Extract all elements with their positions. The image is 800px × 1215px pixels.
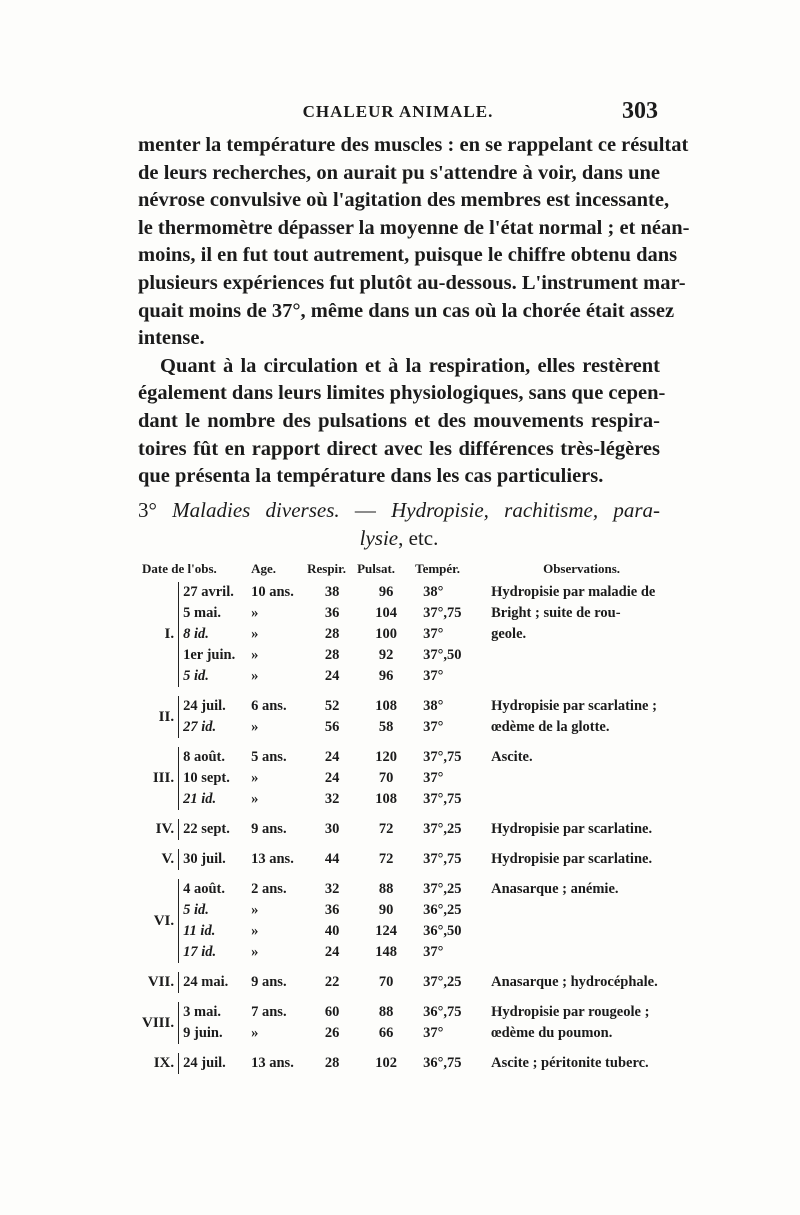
cell-pulsation: 124 [375, 923, 397, 939]
column-header: Tempér. [415, 561, 461, 576]
cell-temperature: 37° [423, 668, 444, 684]
text-line: Quant à la circulation et à la respiration, elles restèrent [160, 354, 660, 377]
cell-observation: Hydropisie par maladie de [491, 584, 656, 600]
cell-pulsation: 70 [378, 974, 394, 990]
text-line: de leurs recherches, on aurait pu s'attendre à voir, dans une [138, 161, 660, 184]
section-number: 3° [138, 498, 157, 522]
cell-respiration: 24 [324, 668, 340, 684]
cell-pulsation: 66 [378, 1025, 394, 1041]
cell-pulsation: 88 [378, 881, 394, 897]
cell-age: 9 ans. [251, 974, 287, 990]
cell-observation [491, 768, 672, 789]
cell-respiration: 24 [324, 944, 340, 960]
text-line: le thermomètre dépasser la moyenne de l'état normal ; et néan- [138, 216, 690, 239]
cell-pulsation: 88 [378, 1004, 394, 1020]
cell-date: 27 id. [179, 717, 252, 738]
group-spacer [142, 963, 672, 972]
table-row [142, 819, 672, 840]
running-title: CHALEUR ANIMALE. [302, 102, 494, 121]
section-title-part: Maladies diverses. [172, 498, 340, 522]
cell-respiration: 36 [324, 605, 340, 621]
cell-age: » [251, 902, 259, 918]
group-label: V. [161, 851, 175, 867]
cell-observation [491, 789, 672, 810]
cell-date: 5 id. [179, 900, 252, 921]
cell-age: 6 ans. [251, 698, 287, 714]
cell-temperature: 38° [423, 698, 444, 714]
cell-temperature: 36°,75 [423, 1004, 462, 1020]
section-heading-line-1 [138, 496, 660, 524]
cell-observation: œdème de la glotte. [491, 719, 610, 735]
group-spacer [142, 840, 672, 849]
page-number: 303 [622, 98, 658, 124]
table-row [142, 582, 672, 603]
cell-temperature: 37°,75 [423, 749, 462, 765]
table-row [142, 1053, 672, 1074]
cell-respiration: 28 [324, 626, 340, 642]
cell-date: 1er juin. [179, 645, 252, 666]
cell-age: » [251, 605, 259, 621]
cell-temperature: 37° [423, 1025, 444, 1041]
cell-age: » [251, 944, 259, 960]
group-label: III. [152, 770, 175, 786]
cell-respiration: 32 [324, 791, 340, 807]
group-label: VI. [153, 912, 175, 929]
text-line: intense. [138, 327, 205, 350]
section-heading-line-2 [138, 524, 660, 552]
cell-age: » [251, 923, 259, 939]
cell-date: 3 mai. [179, 1002, 252, 1023]
cell-date: 8 id. [179, 624, 252, 645]
group-label: II. [158, 708, 175, 725]
cell-temperature: 37° [423, 719, 444, 735]
table-body [142, 582, 672, 1074]
cell-pulsation: 72 [378, 821, 394, 837]
cell-respiration: 28 [324, 1055, 340, 1071]
table-row [142, 747, 672, 768]
table-row [142, 1002, 672, 1023]
cell-respiration: 24 [324, 770, 340, 786]
cell-date: 5 id. [179, 666, 252, 687]
cell-age: » [251, 1025, 259, 1041]
cell-respiration: 40 [324, 923, 340, 939]
group-label: VIII. [142, 1014, 175, 1031]
cell-observation: Hydropisie par scarlatine. [491, 851, 653, 867]
cell-pulsation: 108 [375, 791, 397, 807]
text-line: menter la température des muscles : en se rappelant ce résultat [138, 134, 689, 156]
cell-age: 7 ans. [251, 1004, 287, 1020]
cell-age: 9 ans. [251, 821, 287, 837]
cell-temperature: 37°,25 [423, 974, 462, 990]
cell-pulsation: 90 [378, 902, 394, 918]
table-row [142, 603, 672, 624]
table-row [142, 666, 672, 687]
text-line: névrose convulsive où l'agitation des membres est incessante, [138, 189, 670, 212]
cell-temperature: 37° [423, 626, 444, 642]
cell-age: » [251, 647, 259, 663]
cell-observation: Hydropisie par scarlatine ; [491, 698, 657, 714]
text-line: également dans leurs limites physiologiques, sans que cepen- [138, 382, 666, 405]
cell-date: 17 id. [179, 942, 252, 963]
cell-respiration: 30 [324, 821, 340, 837]
table-row [142, 879, 672, 900]
cell-date: 24 juil. [179, 1053, 252, 1074]
cell-respiration: 36 [324, 902, 340, 918]
cell-date: 21 id. [179, 789, 252, 810]
column-header: Date de l'obs. [142, 561, 217, 576]
table-row [142, 1023, 672, 1044]
cell-age: » [251, 791, 259, 807]
table-row [142, 768, 672, 789]
observations-table [142, 561, 672, 1074]
table-row [142, 972, 672, 993]
text-line: plusieurs expériences fut plutôt au-dessous. L'instrument mar- [138, 271, 686, 294]
cell-temperature: 36°,75 [423, 1055, 462, 1071]
column-header: Respir. [307, 561, 346, 576]
cell-observation: geole. [491, 626, 527, 642]
cell-respiration: 56 [324, 719, 340, 735]
text-line: toires fût en rapport direct avec les différences très-légères [138, 437, 660, 460]
group-spacer [142, 1044, 672, 1053]
group-spacer [142, 810, 672, 819]
group-spacer [142, 687, 672, 696]
cell-observation: Hydropisie par scarlatine. [491, 821, 653, 837]
cell-respiration: 32 [324, 881, 340, 897]
section-title-part: Hydropisie, rachitisme, para- [391, 498, 660, 522]
cell-respiration: 26 [324, 1025, 340, 1041]
group-label: I. [164, 626, 175, 642]
cell-date: 24 juil. [179, 696, 252, 717]
section-dash: — [354, 498, 376, 522]
section-title-part: lysie [359, 526, 399, 550]
cell-date: 11 id. [179, 921, 252, 942]
table-row [142, 696, 672, 717]
text-line: dant le nombre des pulsations et des mouvements respira- [138, 409, 660, 432]
group-label: VII. [147, 974, 175, 990]
cell-temperature: 37° [423, 944, 444, 960]
cell-age: 2 ans. [251, 881, 287, 897]
cell-respiration: 24 [324, 749, 340, 765]
cell-respiration: 38 [324, 584, 340, 600]
cell-observation [491, 921, 672, 942]
cell-observation [491, 942, 672, 963]
cell-age: 5 ans. [251, 749, 287, 765]
cell-date: 8 août. [179, 747, 252, 768]
section-title-tail: , etc. [398, 526, 439, 550]
cell-date: 24 mai. [179, 972, 252, 993]
cell-date: 9 juin. [179, 1023, 252, 1044]
cell-temperature: 37°,75 [423, 605, 462, 621]
cell-temperature: 36°,25 [423, 902, 462, 918]
cell-age: 10 ans. [251, 584, 294, 600]
cell-observation: œdème du poumon. [491, 1025, 613, 1041]
cell-temperature: 37°,25 [423, 881, 462, 897]
text-line: moins, il en fut tout autrement, puisque le chiffre obtenu dans [138, 244, 678, 267]
cell-age: » [251, 770, 259, 786]
cell-respiration: 60 [324, 1004, 340, 1020]
cell-date: 30 juil. [179, 849, 252, 870]
cell-temperature: 37° [423, 770, 444, 786]
cell-temperature: 36°,50 [423, 923, 462, 939]
cell-pulsation: 72 [378, 851, 394, 867]
cell-pulsation: 102 [375, 1055, 397, 1071]
cell-date: 4 août. [179, 879, 252, 900]
cell-respiration: 28 [324, 647, 340, 663]
cell-observation: Anasarque ; hydrocéphale. [491, 974, 658, 990]
table-row [142, 921, 672, 942]
cell-age: » [251, 719, 259, 735]
group-spacer [142, 738, 672, 747]
cell-respiration: 52 [324, 698, 340, 714]
cell-temperature: 37°,25 [423, 821, 462, 837]
cell-observation [491, 645, 672, 666]
cell-pulsation: 92 [378, 647, 394, 663]
group-spacer [142, 870, 672, 879]
table-row [142, 849, 672, 870]
table-row [142, 789, 672, 810]
group-label: IV. [155, 821, 175, 837]
table-header-row [142, 561, 672, 582]
table-row [142, 942, 672, 963]
cell-pulsation: 148 [375, 944, 397, 960]
cell-temperature: 37°,75 [423, 851, 462, 867]
column-header: Observations. [543, 561, 621, 576]
section-heading [138, 496, 660, 552]
cell-observation: Anasarque ; anémie. [491, 881, 619, 897]
cell-date: 27 avril. [179, 582, 252, 603]
page-header [138, 98, 658, 128]
column-header: Age. [251, 561, 277, 576]
text-line: que présenta la température dans les cas particuliers. [138, 465, 604, 488]
table-row [142, 624, 672, 645]
table-row [142, 717, 672, 738]
cell-temperature: 38° [423, 584, 444, 600]
cell-observation [491, 900, 672, 921]
cell-pulsation: 108 [375, 698, 397, 714]
cell-age: 13 ans. [251, 851, 294, 867]
cell-date: 5 mai. [179, 603, 252, 624]
cell-pulsation: 96 [378, 668, 394, 684]
cell-pulsation: 96 [378, 584, 394, 600]
cell-date: 10 sept. [179, 768, 252, 789]
cell-observation: Bright ; suite de rou- [491, 605, 621, 621]
cell-age: » [251, 668, 259, 684]
group-label: IX. [153, 1055, 175, 1071]
cell-respiration: 44 [324, 851, 340, 867]
column-header: Pulsat. [357, 561, 396, 576]
cell-respiration: 22 [324, 974, 340, 990]
cell-pulsation: 120 [375, 749, 397, 765]
cell-observation: Ascite. [491, 749, 533, 765]
cell-age: 13 ans. [251, 1055, 294, 1071]
cell-observation [491, 666, 672, 687]
text-line: quait moins de 37°, même dans un cas où la chorée était assez [138, 299, 675, 322]
cell-observation: Hydropisie par rougeole ; [491, 1004, 650, 1020]
group-spacer [142, 993, 672, 1002]
table-row [142, 645, 672, 666]
cell-observation: Ascite ; péritonite tuberc. [491, 1055, 649, 1071]
cell-temperature: 37°,50 [423, 647, 462, 663]
cell-date: 22 sept. [179, 819, 252, 840]
body-text [138, 132, 690, 491]
table-row [142, 900, 672, 921]
cell-pulsation: 70 [378, 770, 394, 786]
cell-age: » [251, 626, 259, 642]
cell-pulsation: 104 [375, 605, 397, 621]
cell-temperature: 37°,75 [423, 791, 462, 807]
cell-pulsation: 58 [378, 719, 394, 735]
cell-pulsation: 100 [375, 626, 397, 642]
